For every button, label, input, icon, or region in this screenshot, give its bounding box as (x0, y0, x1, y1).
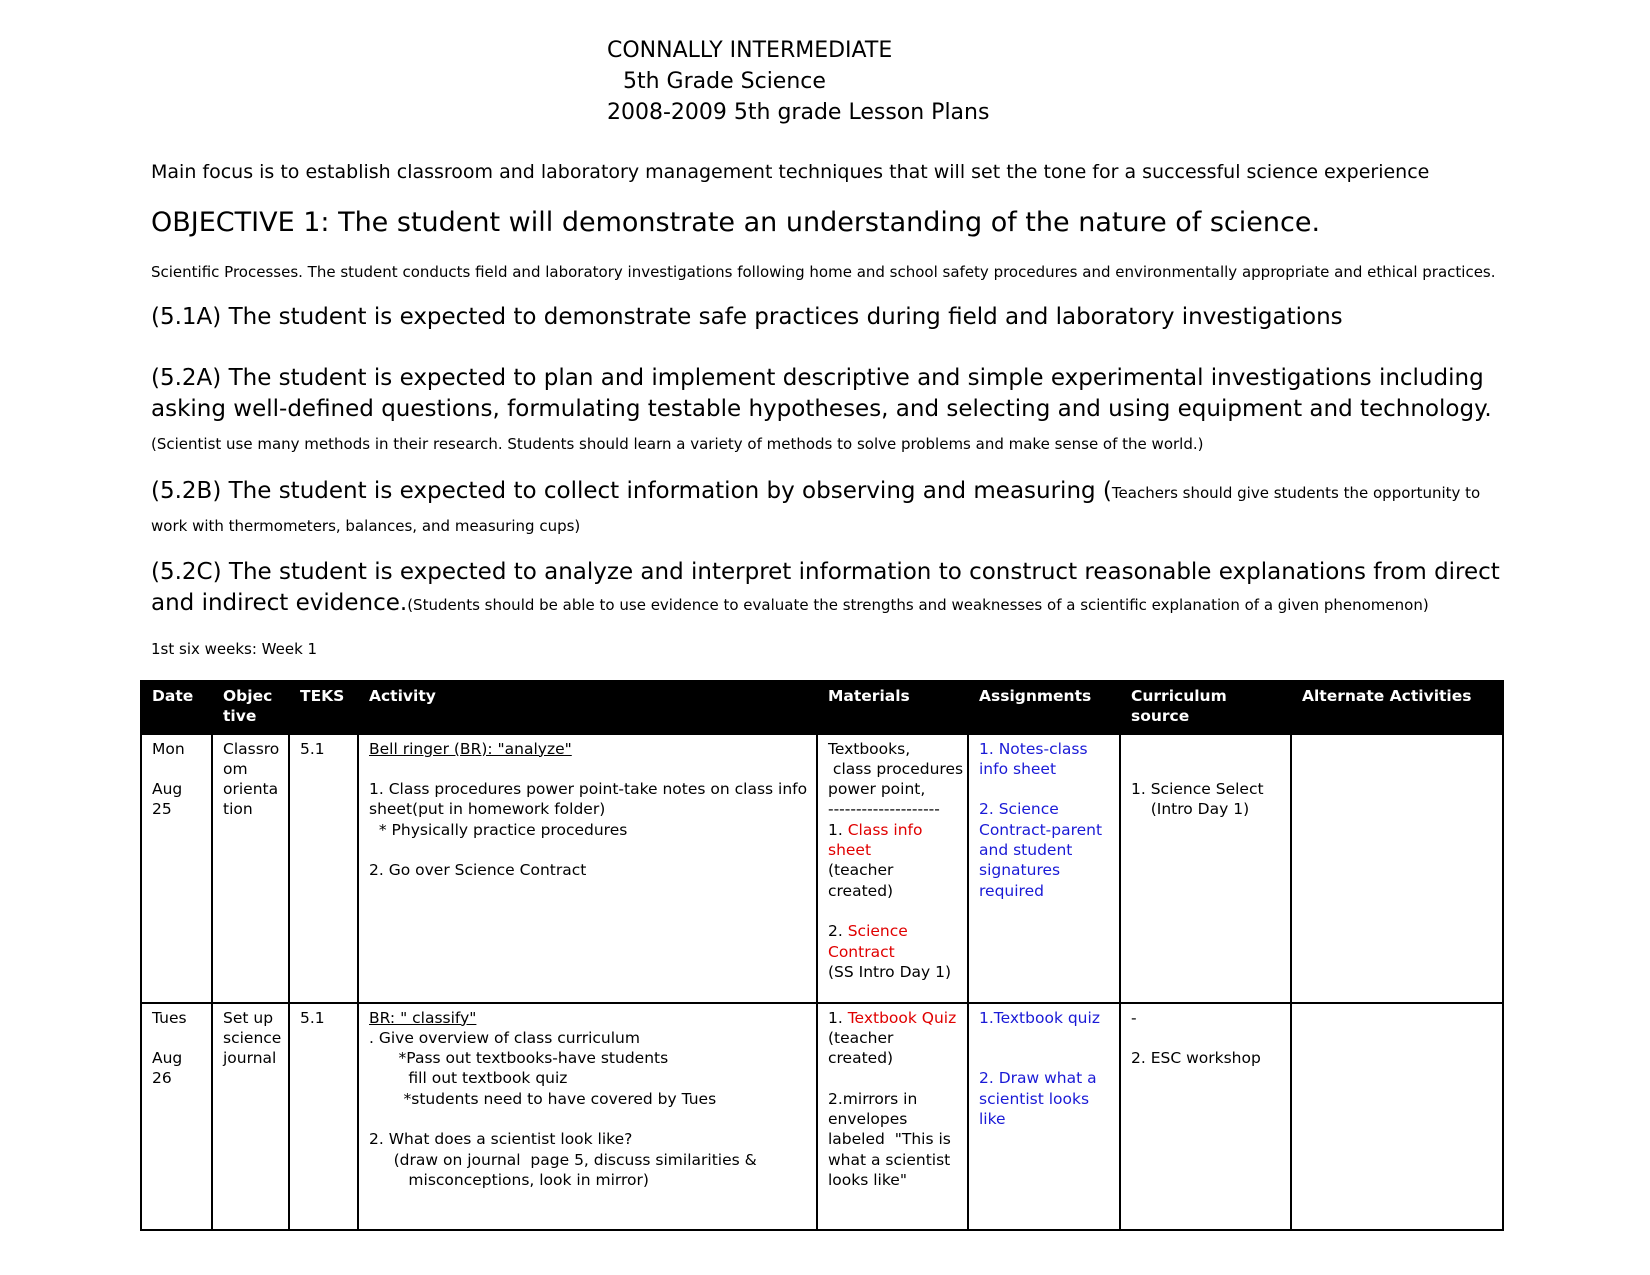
row1-activity: Bell ringer (BR): "analyze" 1. Class procedures power point-take notes on class info sheet(put in homework folder) * Physically practice procedures 2. Go over Science Contract (358, 734, 817, 1003)
objective-heading: OBJECTIVE 1: The student will demonstrate an understanding of the nature of science. (151, 207, 1321, 238)
standard-5-2b-note: Teachers should give students the opportunity to work with thermometers, balances, and measuring cups) (151, 484, 1481, 535)
header-teks: TEKS (289, 681, 358, 734)
standard-5-2a-text: (5.2A) The student is expected to plan and implement descriptive and simple experimental investigations including asking well-defined questions, formulating testable hypotheses, and selecting and using equipment and technology. (151, 365, 1492, 422)
row2-date: Tues Aug 26 (141, 1003, 212, 1230)
lesson-plan-table (140, 680, 1504, 1231)
row1-curriculum: 1. Science Select (Intro Day 1) (1120, 734, 1291, 1003)
scientific-processes: Scientific Processes. The student conducts field and laboratory investigations following home and school safety procedures and environmentally appropriate and ethical practices. (151, 263, 1496, 281)
school-name: CONNALLY INTERMEDIATE (607, 38, 893, 63)
header-alternate: Alternate Activities (1291, 681, 1503, 734)
standard-5-2b (151, 476, 1501, 542)
row2-activity: BR: " classify" . Give overview of class curriculum *Pass out textbooks-have students fill out textbook quiz *students need to have covered by Tues 2. What does a scientist look like? (draw on journal page 5, discuss similarities & misconceptions, look in mirror) (358, 1003, 817, 1230)
header-date: Date (141, 681, 212, 734)
row1-objective: Classro om orienta tion (212, 734, 289, 1003)
header-objective: Objec tive (212, 681, 289, 734)
row1-date: Mon Aug 25 (141, 734, 212, 1003)
standard-5-2b-text: (5.2B) The student is expected to collect information by observing and measuring ( (151, 478, 1112, 504)
standard-5-2a (151, 363, 1521, 460)
subject-title: 5th Grade Science (623, 69, 826, 94)
row2-materials: 1. Textbook Quiz (teacher created) 2.mirrors in envelopes labeled "This is what a scientist looks like" (817, 1003, 968, 1230)
table-row (141, 734, 1503, 1003)
row1-materials: Textbooks, class procedures power point, -------------------- 1. Class info sheet (teacher created) 2. Science Contract (SS Intro Day 1) (817, 734, 968, 1003)
row2-teks: 5.1 (289, 1003, 358, 1230)
table-header-row (141, 681, 1503, 734)
plan-title: 2008-2009 5th grade Lesson Plans (607, 100, 990, 125)
standard-5-2c-note: (Students should be able to use evidence to evaluate the strengths and weaknesses of a scientific explanation of a given phenomenon) (407, 596, 1429, 614)
row1-assignments: 1. Notes-class info sheet 2. Science Contract-parent and student signatures required (968, 734, 1120, 1003)
row2-objective: Set up science journal (212, 1003, 289, 1230)
standard-5-1a: (5.1A) The student is expected to demonstrate safe practices during field and laboratory investigations (151, 304, 1343, 330)
header-assignments: Assignments (968, 681, 1120, 734)
row1-teks: 5.1 (289, 734, 358, 1003)
row2-alternate (1291, 1003, 1503, 1230)
standard-5-2c-text: (5.2C) The student is expected to analyze and interpret information to construct reasonable explanations from direct and indirect evidence. (151, 559, 1500, 616)
header-materials: Materials (817, 681, 968, 734)
row2-assignments: 1.Textbook quiz 2. Draw what a scientist looks like (968, 1003, 1120, 1230)
header-curriculum: Curriculum source (1120, 681, 1291, 734)
table-row (141, 1003, 1503, 1230)
standard-5-2a-note: (Scientist use many methods in their research. Students should learn a variety of methods to solve problems and make sense of the world.) (151, 435, 1204, 453)
week-label: 1st six weeks: Week 1 (151, 640, 318, 658)
standard-5-2c (151, 557, 1506, 621)
header-activity: Activity (358, 681, 817, 734)
row1-alternate (1291, 734, 1503, 1003)
row2-curriculum: - 2. ESC workshop (1120, 1003, 1291, 1230)
main-focus: Main focus is to establish classroom and laboratory management techniques that will set the tone for a successful science experience (151, 161, 1430, 183)
